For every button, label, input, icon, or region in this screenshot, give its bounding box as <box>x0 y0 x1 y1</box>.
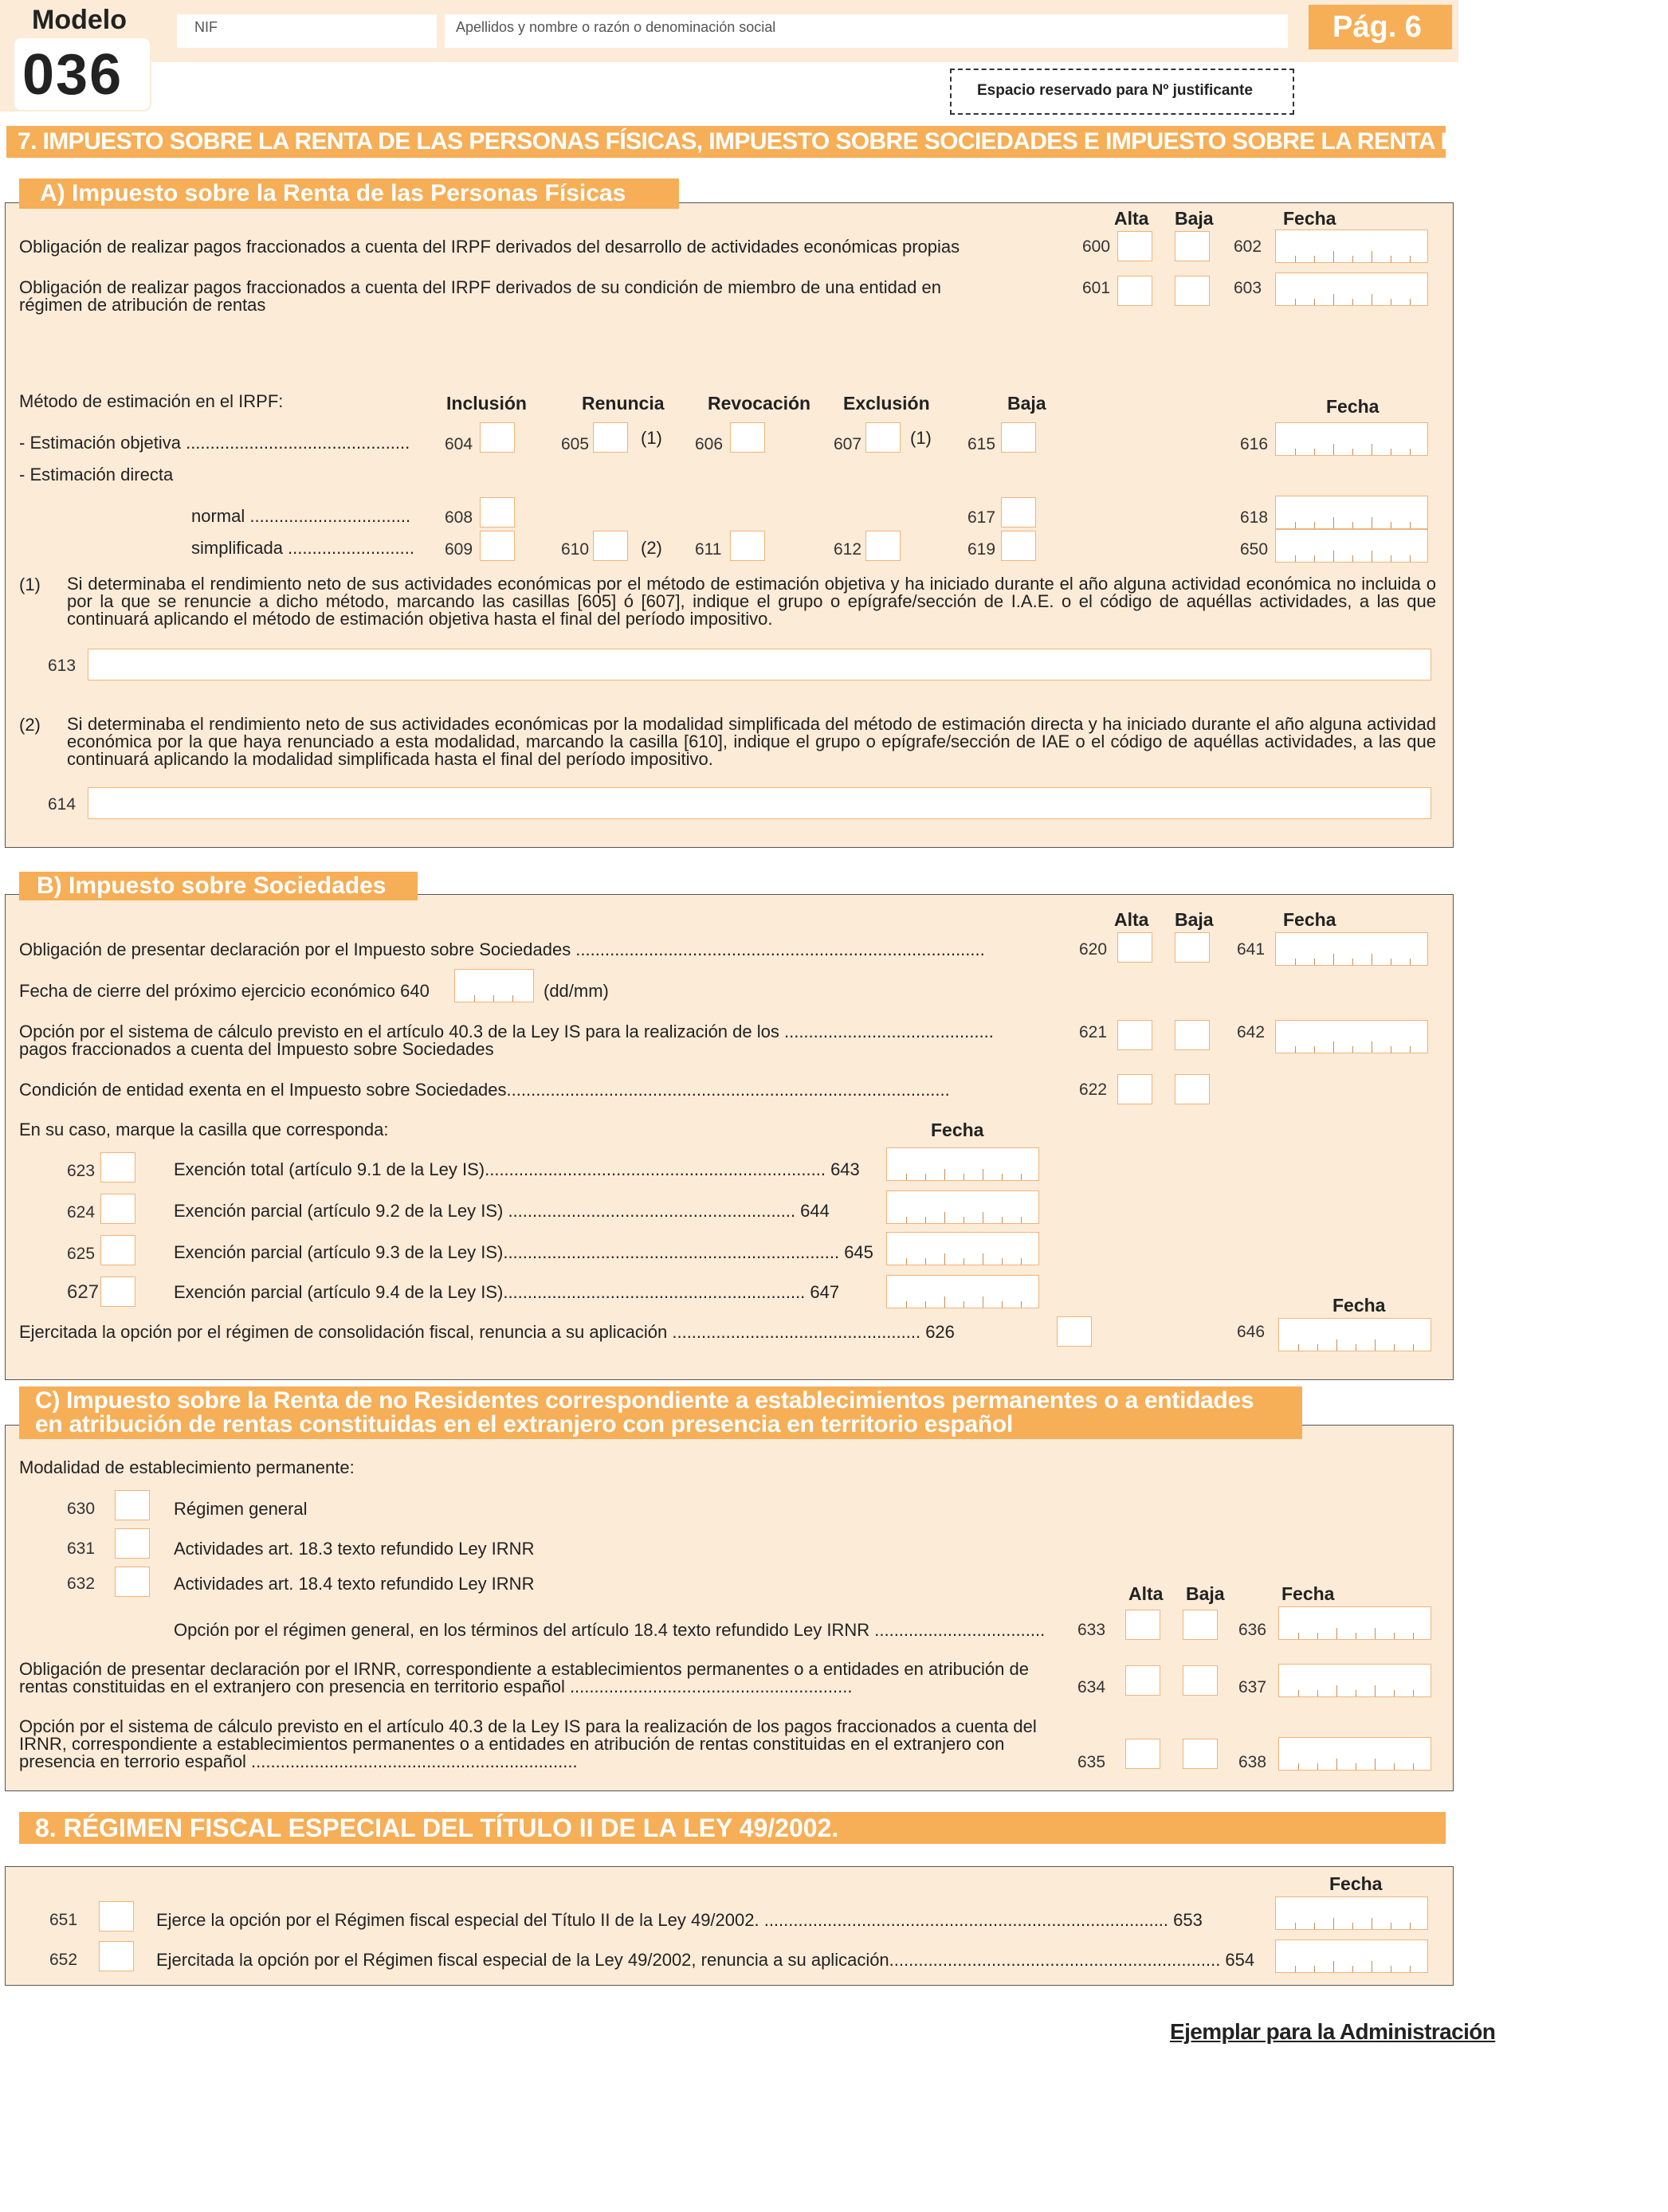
date-field-645[interactable] <box>886 1232 1039 1265</box>
checkbox-622[interactable] <box>1117 1074 1152 1104</box>
box-num-646: 646 <box>1237 1323 1266 1341</box>
is-row1-text: Obligación de presentar declaración por el Impuesto sobre Sociedades .................................................................................... <box>19 939 985 959</box>
modalidad-label: Modalidad de establecimiento permanente: <box>19 1457 355 1477</box>
ref-1-605: (1) <box>641 428 662 448</box>
checkbox-baja-620[interactable] <box>1175 932 1210 963</box>
section-a-title: A) Impuesto sobre la Renta de las Personas Físicas <box>19 178 679 209</box>
checkbox-baja-621[interactable] <box>1175 1020 1210 1050</box>
box-num-633: 633 <box>1077 1621 1106 1639</box>
col-renuncia: Renuncia <box>582 393 665 414</box>
section-c-title-line1: C) Impuesto sobre la Renta de no Residentes correspondiente a establecimientos permanentes o a entidades <box>35 1387 1254 1414</box>
box-num-638: 638 <box>1238 1753 1267 1771</box>
ex1-text: Exención total (artículo 9.1 de la Ley IS)...................................................................... 643 <box>174 1159 860 1179</box>
box-num-611: 611 <box>695 540 722 559</box>
note2-mark: (2) <box>19 715 41 735</box>
date-field-603[interactable] <box>1275 273 1428 306</box>
col-fecha-b: Fecha <box>1283 909 1336 930</box>
s8-row2-text: Ejercitada la opción por el Régimen fiscal especial de la Ley 49/2002, renuncia a su aplicación.................................................................... 654 <box>156 1950 1255 1970</box>
box-num-620: 620 <box>1079 940 1108 959</box>
box-num-604: 604 <box>445 435 473 453</box>
note2-text: Si determinaba el rendimiento neto de sus actividades económicas por la modalidad simplificada del método de estimación directa y ha iniciado durante el año alguna actividad económica por la que haya renunciado a esta modalidad, marcando la casilla [610], indique el grupo o epígrafe/sección de IAE o el código de aquéllas actividades, a las que continuará aplicando la modalidad simplificada hasta el final del período impositivo. <box>67 714 1436 769</box>
text-field-613[interactable] <box>88 649 1431 680</box>
col-inclusion: Inclusión <box>446 393 527 414</box>
ref-1-607: (1) <box>910 428 932 448</box>
date-field-646[interactable] <box>1278 1318 1431 1351</box>
box-num-618: 618 <box>1240 508 1269 527</box>
justificante-label: Espacio reservado para Nº justificante <box>977 82 1253 99</box>
box-num-634: 634 <box>1077 1678 1106 1696</box>
date-field-653[interactable] <box>1275 1896 1428 1930</box>
box-num-617: 617 <box>967 508 996 527</box>
date-field-602[interactable] <box>1275 229 1428 263</box>
date-field-644[interactable] <box>886 1190 1039 1224</box>
m2-text: Actividades art. 18.3 texto refundido Ley IRNR <box>174 1539 535 1559</box>
date-field-640[interactable] <box>454 969 534 1002</box>
box-num-621: 621 <box>1079 1023 1108 1041</box>
nombre-label: Apellidos y nombre o razón o denominación social <box>456 19 776 35</box>
checkbox-612[interactable] <box>865 531 901 561</box>
date-field-641[interactable] <box>1275 932 1428 966</box>
checkbox-600[interactable] <box>1117 231 1152 261</box>
ex3-text: Exención parcial (artículo 9.3 de la Ley IS)..................................................................... 645 <box>174 1242 873 1262</box>
is-row3-text: Opción por el sistema de cálculo previsto en el artículo 40.3 de la Ley IS para la realización de los ........................................... pagos fraccionados a cuenta del Impuesto sobre Sociedades <box>19 1022 994 1059</box>
box-num-652: 652 <box>49 1951 78 1969</box>
box-num-641: 641 <box>1237 940 1266 959</box>
checkbox-632[interactable] <box>115 1567 150 1597</box>
ejemplar-label: Ejemplar para la Administración <box>1170 2019 1496 2044</box>
checkbox-601[interactable] <box>1117 276 1152 306</box>
ex2-text: Exención parcial (artículo 9.2 de la Ley IS) ........................................................... 644 <box>174 1201 830 1221</box>
checkbox-631[interactable] <box>115 1528 150 1559</box>
box-num-627: 627 <box>67 1281 100 1303</box>
date-field-642[interactable] <box>1275 1020 1428 1053</box>
date-field-650[interactable] <box>1275 529 1428 563</box>
box-num-619: 619 <box>967 540 996 559</box>
col-alta-c: Alta <box>1128 1583 1164 1604</box>
opcion-text: Opción por el régimen general, en los términos del artículo 18.4 texto refundido Ley IRNR ................................... <box>174 1620 1046 1640</box>
box-num-631: 631 <box>67 1539 96 1558</box>
checkbox-605[interactable] <box>593 422 628 453</box>
checkbox-623[interactable] <box>100 1152 135 1182</box>
box-num-650: 650 <box>1240 540 1269 559</box>
checkbox-607[interactable] <box>865 422 901 453</box>
checkbox-609[interactable] <box>480 531 515 561</box>
cierre-text: Fecha de cierre del próximo ejercicio económico 640 <box>19 981 430 1001</box>
box-num-614: 614 <box>48 795 77 814</box>
ref-2-610: (2) <box>641 538 662 558</box>
checkbox-baja-row2[interactable] <box>1175 276 1210 306</box>
box-num-603: 603 <box>1234 279 1262 297</box>
box-num-624: 624 <box>67 1203 96 1222</box>
checkbox-baja-row1[interactable] <box>1175 231 1210 261</box>
note1-mark: (1) <box>19 575 41 594</box>
section-c-title-line2: en atribución de rentas constituidas en el extranjero con presencia en territorio español <box>35 1411 1013 1437</box>
page-label: Pág. 6 <box>1332 10 1422 44</box>
checkbox-626[interactable] <box>1057 1316 1092 1347</box>
checkbox-619[interactable] <box>1001 531 1036 561</box>
checkbox-633[interactable] <box>1125 1610 1160 1640</box>
normal-label: normal ................................. <box>191 506 411 526</box>
cierre-hint: (dd/mm) <box>544 981 609 1001</box>
col-fecha-exenciones: Fecha <box>931 1120 984 1140</box>
checkbox-630[interactable] <box>115 1490 150 1520</box>
box-num-606: 606 <box>695 435 724 453</box>
box-num-637: 637 <box>1238 1678 1267 1696</box>
checkbox-627[interactable] <box>100 1277 135 1307</box>
checkbox-608[interactable] <box>480 497 515 528</box>
irnr-row2-text: Obligación de presentar declaración por el IRNR, correspondiente a establecimientos permanentes o a entidades en atribución de rentas constituidas en el extranjero con presencia en territorio español .......................................................... <box>19 1659 1029 1696</box>
col-exclusion: Exclusión <box>843 393 930 414</box>
box-num-622: 622 <box>1079 1081 1108 1099</box>
irpf-row1-text: Obligación de realizar pagos fraccionados a cuenta del IRPF derivados del desarrollo de actividades económicas propias <box>19 237 960 257</box>
section7-title: 7. IMPUESTO SOBRE LA RENTA DE LAS PERSONAS FÍSICAS, IMPUESTO SOBRE SOCIEDADES E IMPUESTO SOBRE LA RENTA DE NO RESIDENTES <box>6 126 1446 158</box>
metodo-label: Método de estimación en el IRPF: <box>19 391 284 411</box>
box-num-651: 651 <box>49 1911 78 1929</box>
box-num-625: 625 <box>67 1245 96 1263</box>
checkbox-606[interactable] <box>730 422 765 453</box>
col-baja-b: Baja <box>1175 909 1214 930</box>
modelo-label: Modelo <box>32 5 127 35</box>
box-num-612: 612 <box>834 540 862 559</box>
is-row4-text: Condición de entidad exenta en el Impuesto sobre Sociedades........................................................................................... <box>19 1080 950 1100</box>
box-num-630: 630 <box>67 1500 96 1518</box>
m1-text: Régimen general <box>174 1499 308 1519</box>
checkbox-610[interactable] <box>593 531 628 561</box>
box-num-636: 636 <box>1238 1621 1267 1639</box>
date-field-637[interactable] <box>1278 1664 1431 1697</box>
checkbox-baja-634[interactable] <box>1183 1665 1218 1696</box>
box-num-632: 632 <box>67 1575 96 1593</box>
col-fecha-c: Fecha <box>1281 1583 1335 1604</box>
checkbox-652[interactable] <box>99 1941 134 1971</box>
col-fecha-consol: Fecha <box>1332 1295 1386 1316</box>
box-num-602: 602 <box>1234 237 1262 256</box>
checkbox-baja-622[interactable] <box>1175 1074 1210 1104</box>
section8-title: 8. RÉGIMEN FISCAL ESPECIAL DEL TÍTULO II DE LA LEY 49/2002. <box>19 1812 1446 1844</box>
checkbox-625[interactable] <box>100 1235 135 1265</box>
col-fecha: Fecha <box>1283 208 1336 229</box>
col-baja: Baja <box>1175 208 1214 229</box>
text-field-614[interactable] <box>88 787 1431 819</box>
box-num-601: 601 <box>1082 279 1111 297</box>
box-num-608: 608 <box>445 508 473 527</box>
checkbox-baja-633[interactable] <box>1183 1610 1218 1640</box>
note1-text: Si determinaba el rendimiento neto de sus actividades económicas por el método de estimación objetiva y ha iniciado durante el año alguna actividad económica no incluida o por la que se renuncie a dicho método, marcando las casillas [605] ó [607], indique el grupo o epígrafe/sección de I.A.E. o el código de aquéllas actividades, a las que continuará aplicando el método de estimación objetiva hasta el final del período impositivo. <box>67 574 1436 629</box>
modelo-number: 036 <box>22 43 124 107</box>
box-num-615: 615 <box>967 435 996 453</box>
date-field-638[interactable] <box>1278 1737 1431 1771</box>
date-field-654[interactable] <box>1275 1939 1428 1973</box>
section-b-title: B) Impuesto sobre Sociedades <box>19 872 418 900</box>
col-revocacion: Revocación <box>708 393 811 414</box>
box-num-623: 623 <box>67 1162 96 1180</box>
nif-label: NIF <box>194 19 218 35</box>
box-num-610: 610 <box>561 540 590 559</box>
checkbox-635[interactable] <box>1125 1739 1160 1769</box>
caso-text: En su caso, marque la casilla que corresponda: <box>19 1120 389 1139</box>
date-field-618[interactable] <box>1275 496 1428 529</box>
checkbox-611[interactable] <box>730 531 765 561</box>
col-baja-c: Baja <box>1186 1583 1225 1604</box>
box-num-605: 605 <box>561 435 590 453</box>
checkbox-620[interactable] <box>1117 932 1152 963</box>
col-alta-b: Alta <box>1114 909 1149 930</box>
box-num-642: 642 <box>1237 1023 1266 1041</box>
col-fecha-s8: Fecha <box>1329 1873 1383 1894</box>
checkbox-617[interactable] <box>1001 497 1036 528</box>
box-num-613: 613 <box>48 657 77 675</box>
ex4-text: Exención parcial (artículo 9.4 de la Ley IS).............................................................. 647 <box>174 1282 840 1302</box>
directa-label: - Estimación directa <box>19 465 174 484</box>
checkbox-621[interactable] <box>1117 1020 1152 1050</box>
col-baja2: Baja <box>1007 393 1046 414</box>
checkbox-615[interactable] <box>1001 422 1036 453</box>
simplificada-label: simplificada .......................... <box>191 538 414 558</box>
checkbox-624[interactable] <box>100 1194 135 1224</box>
irpf-row2-text: Obligación de realizar pagos fraccionados a cuenta del IRPF derivados de su condición de miembro de una entidad en régimen de atribución de rentas <box>19 277 941 315</box>
checkbox-baja-635[interactable] <box>1183 1739 1218 1769</box>
col-fecha2: Fecha <box>1326 396 1380 417</box>
box-num-609: 609 <box>445 540 473 559</box>
date-field-616[interactable] <box>1275 422 1428 456</box>
irnr-row3-text: Opción por el sistema de cálculo previsto en el artículo 40.3 de la Ley IS para la realización de los pagos fraccionados a cuenta del IRNR, correspondiente a establecimientos permanentes o a entidades en atribución de rentas constituidas en el extranjero con presencia en terrorio español ................................................................... <box>19 1716 1037 1771</box>
checkbox-651[interactable] <box>99 1901 134 1932</box>
checkbox-604[interactable] <box>480 422 515 453</box>
checkbox-634[interactable] <box>1125 1665 1160 1696</box>
box-num-600: 600 <box>1082 237 1111 256</box>
box-num-635: 635 <box>1077 1753 1106 1771</box>
consol-text: Ejercitada la opción por el régimen de consolidación fiscal, renuncia a su aplicación ................................................... 626 <box>19 1322 955 1342</box>
date-field-643[interactable] <box>886 1147 1039 1181</box>
m3-text: Actividades art. 18.4 texto refundido Ley IRNR <box>174 1574 535 1594</box>
date-field-636[interactable] <box>1278 1606 1431 1640</box>
s8-row1-text: Ejerce la opción por el Régimen fiscal especial del Título II de la Ley 49/2002. ................................................................................... 653 <box>156 1910 1203 1930</box>
col-alta: Alta <box>1114 208 1149 229</box>
objetiva-label: - Estimación objetiva .............................................. <box>19 433 410 453</box>
box-num-616: 616 <box>1240 435 1269 453</box>
date-field-647[interactable] <box>886 1275 1039 1308</box>
box-num-607: 607 <box>834 435 862 453</box>
